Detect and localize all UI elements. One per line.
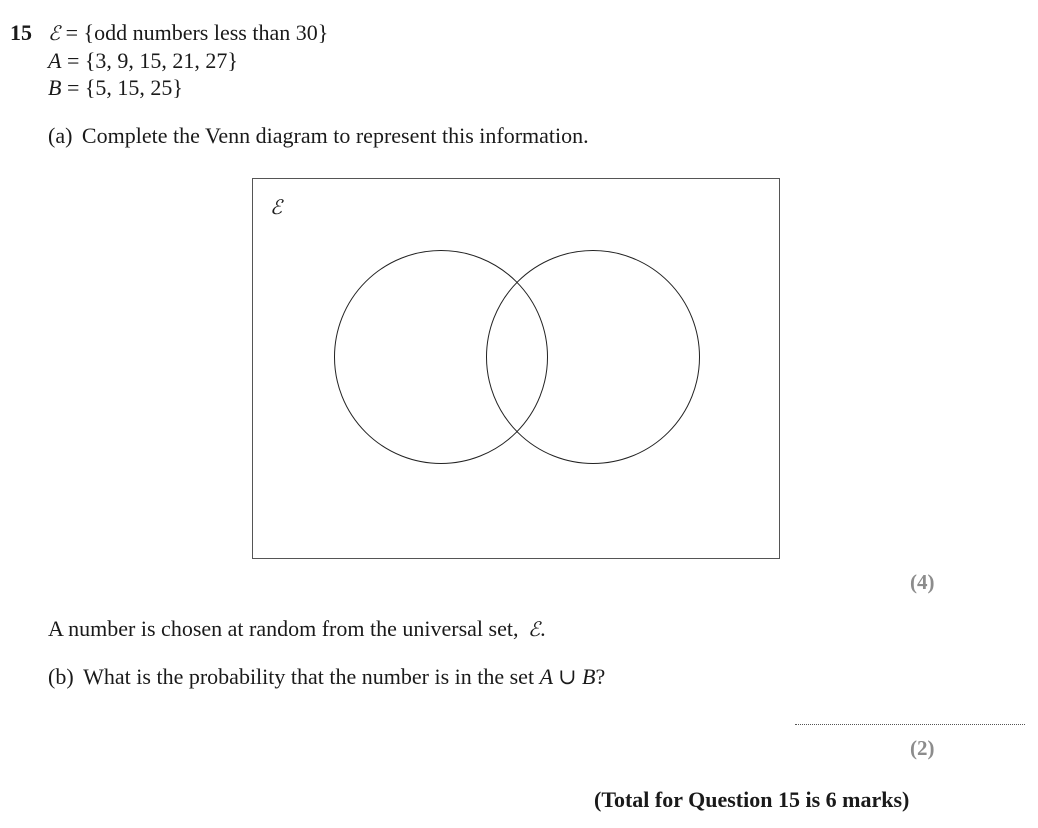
venn-diagram-svg [252,178,780,559]
venn-diagram-frame[interactable] [252,178,780,559]
part-a-marks: (4) [910,570,935,594]
universal-set-definition [48,20,328,46]
part-b-set-expression: A ∪ B [539,664,596,689]
question-number: 15 [10,20,32,45]
part-a-prompt [48,123,589,149]
stem-text: A number is chosen at random from the universal set, [48,616,519,641]
part-b-text: What is the probability that the number is in the set [83,664,535,689]
part-b-answer-line[interactable] [795,724,1025,725]
set-a-elements: = {3, 9, 15, 21, 27} [66,48,238,73]
part-a-text: Complete the Venn diagram to represent this information. [81,123,589,148]
part-b-marks: (2) [910,736,935,760]
venn-circle-b[interactable] [487,251,700,464]
question-total-marks: (Total for Question 15 is 6 marks) [594,787,910,812]
part-b-label: (b) [48,664,74,689]
set-b-name: B [48,75,62,100]
part-b-prompt [48,664,605,690]
stem-universal-symbol: ℰ [527,617,541,641]
part-a-label: (a) [48,123,73,148]
universal-set-text: = {odd numbers less than 30} [65,20,329,45]
venn-universal-label: ℰ [270,195,283,219]
set-a-definition [48,48,238,74]
set-b-definition [48,75,183,101]
part-b-question-mark: ? [595,664,606,689]
set-b-elements: = {5, 15, 25} [66,75,183,100]
venn-circle-a[interactable] [335,251,548,464]
universal-set-symbol: ℰ [48,21,61,45]
stem-statement [48,616,546,642]
stem-period: . [540,616,546,641]
set-a-name: A [48,48,62,73]
